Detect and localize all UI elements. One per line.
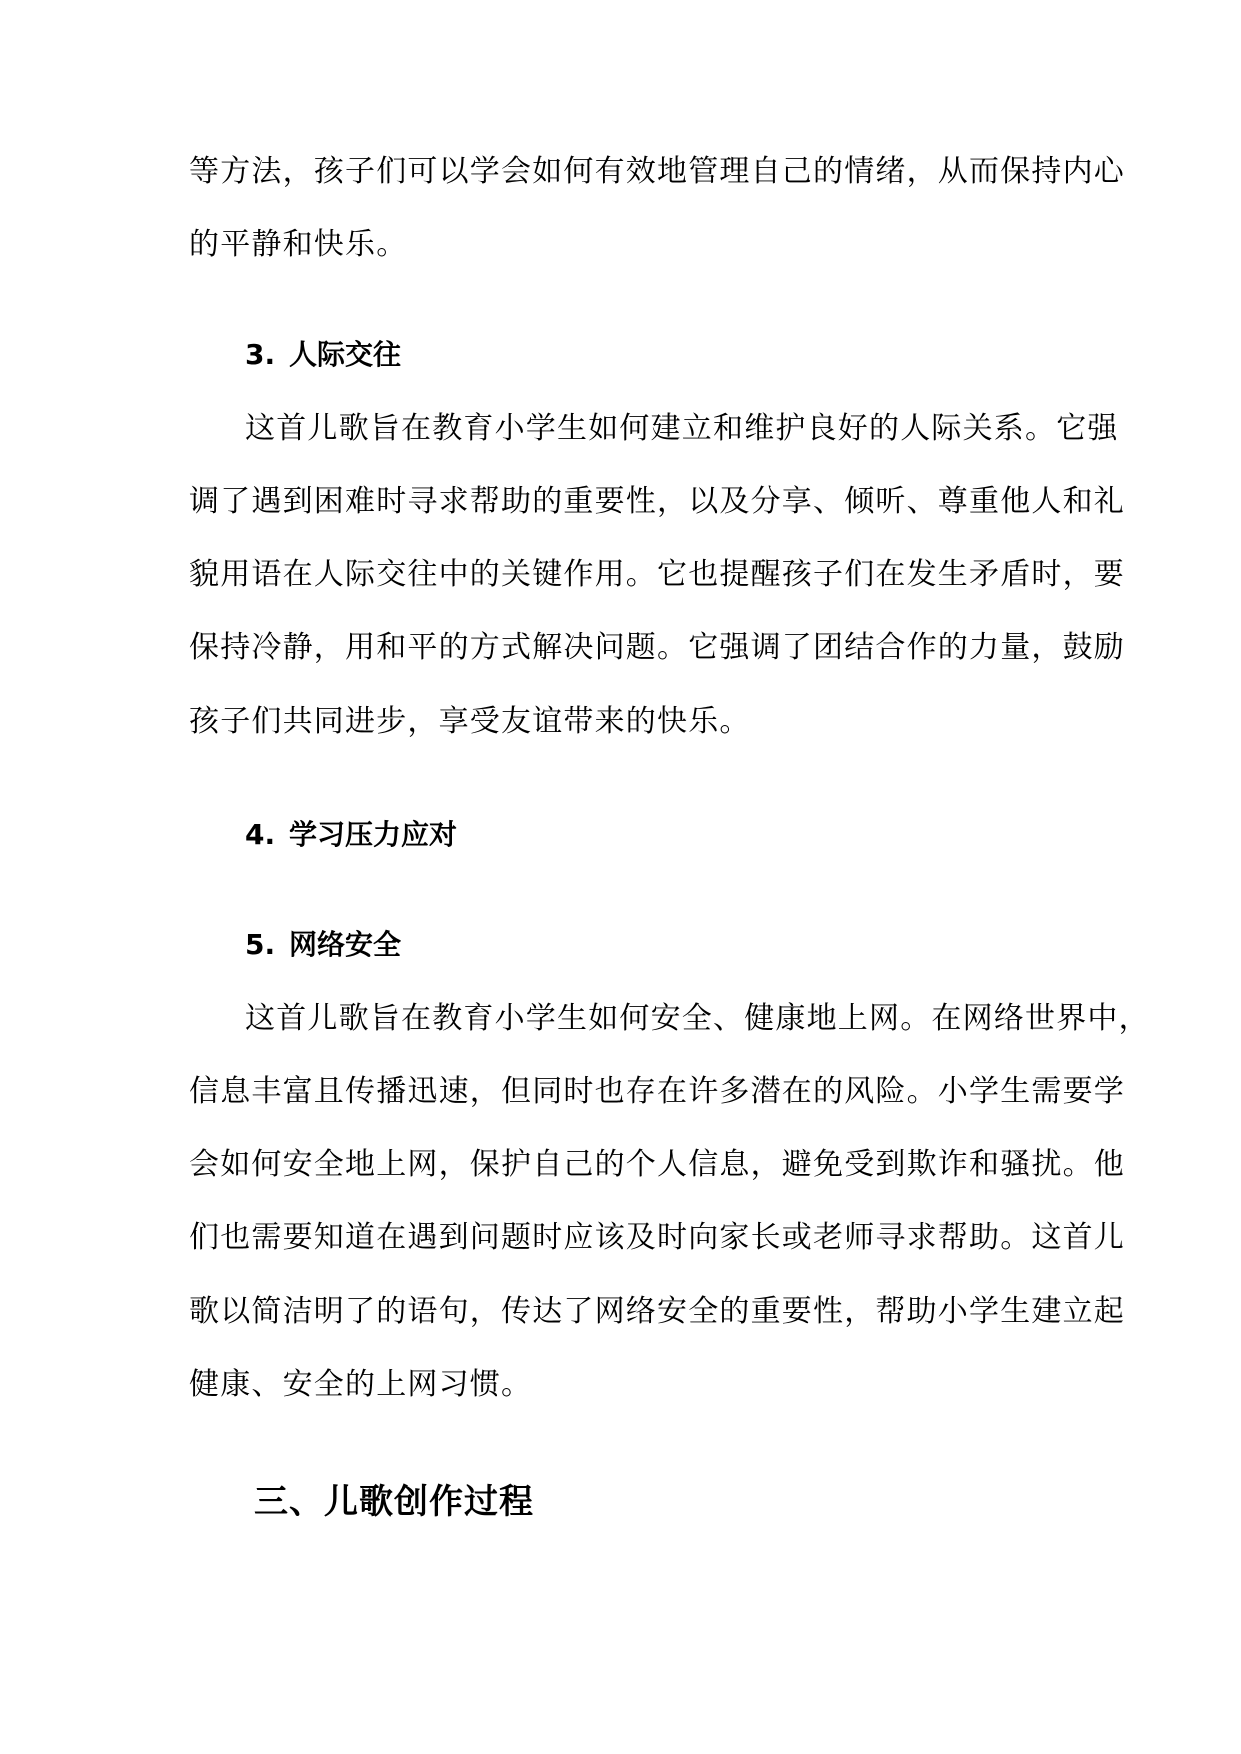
subheading-number: 3. [245,338,276,371]
paragraph-line: 保持冷静，用和平的方式解决问题。它强调了团结合作的力量，鼓励 [189,630,1125,665]
paragraph-line: 信息丰富且传播迅速，但同时也存在许多潜在的风险。小学生需要学 [189,1074,1125,1109]
subheading-internet-safety [245,925,401,965]
paragraph-line: 调了遇到困难时寻求帮助的重要性，以及分享、倾听、尊重他人和礼 [189,484,1125,519]
subheading-number: 4. [245,818,276,851]
paragraph-line: 会如何安全地上网，保护自己的个人信息，避免受到欺诈和骚扰。他 [189,1147,1125,1182]
subheading-interpersonal [245,335,401,375]
paragraph-line: 的平静和快乐。 [189,227,408,262]
paragraph-line: 这首儿歌旨在教育小学生如何安全、健康地上网。在网络世界中， [245,1001,1150,1036]
subheading-title: 学习压力应对 [289,818,458,851]
subheading-title: 人际交往 [289,338,402,371]
paragraph-line: 歌以简洁明了的语句，传达了网络安全的重要性，帮助小学生建立起 [189,1294,1125,1329]
paragraph-line: 们也需要知道在遇到问题时应该及时向家长或老师寻求帮助。这首儿 [189,1220,1125,1255]
section-heading: 三、儿歌创作过程 [254,1482,534,1522]
subheading-study-pressure [245,815,457,855]
subheading-title: 网络安全 [289,928,402,961]
paragraph-line: 貌用语在人际交往中的关键作用。它也提醒孩子们在发生矛盾时，要 [189,557,1125,592]
paragraph-line: 等方法，孩子们可以学会如何有效地管理自己的情绪，从而保持内心 [189,154,1125,189]
subheading-number: 5. [245,928,276,961]
paragraph-line: 这首儿歌旨在教育小学生如何建立和维护良好的人际关系。它强 [245,411,1119,446]
paragraph-line: 孩子们共同进步，享受友谊带来的快乐。 [189,704,751,739]
paragraph-line: 健康、安全的上网习惯。 [189,1367,533,1402]
